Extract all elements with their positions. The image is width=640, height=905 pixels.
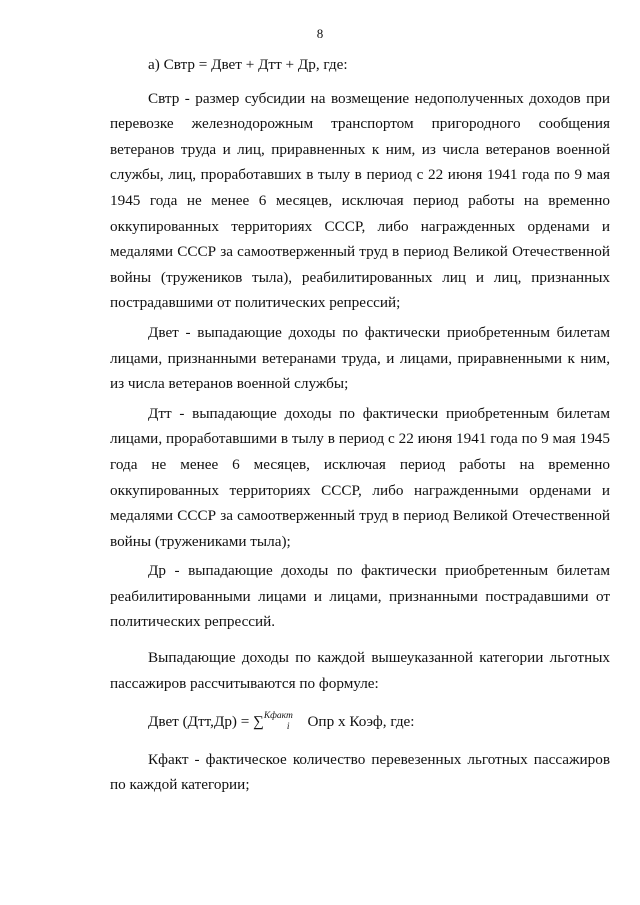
formula-b <box>110 704 610 741</box>
sum-lower-index: i <box>286 722 290 733</box>
formula-a: а) Свтр = Двет + Дтт + Др, где: <box>148 56 348 73</box>
formula-rhs: Опр х Коэф, где: <box>307 713 415 731</box>
definition-kfakt: Кфакт - фактическое количество перевезенных льготных пассажиров по каждой категории; <box>110 750 610 794</box>
sum-upper-limit: Кфакт <box>263 711 293 722</box>
sum-symbol: ∑ <box>253 714 264 731</box>
formula-intro: Выпадающие доходы по каждой вышеуказанной категории льготных пассажиров рассчитываются по формуле: <box>110 649 610 692</box>
definition-svtr: Свтр - размер субсидии на возмещение недополученных доходов при перевозке железнодорожным транспортом пригородного сообщения ветеранов труда и лиц, приравненных к ним, из числа ветеранов военной службы, лиц, проработавших в тылу в период с 22 июня 1941 года по 9 мая 1945 года не менее 6 месяцев, исключая период работы на временно оккупированных территориях СССР, либо награжденных орденами и медалями СССР за самоотверженный труд в период Великой Отечественной войны (тружеников тыла), реабилитированных лиц и лиц, признанных пострадавшими от политических репрессий; <box>110 89 610 312</box>
definition-dvet: Двет - выпадающие доходы по фактически приобретенным билетам лицами, признанными ветеранами труда, и лицами, приравненными к ним, из числа ветеранов военной службы; <box>110 323 610 393</box>
document-body <box>110 52 610 798</box>
definition-dtt: Дтт - выпадающие доходы по фактически приобретенным билетам лицами, проработавшими в тылу в период с 22 июня 1941 года по 9 мая 1945 года не менее 6 месяцев, исключая период работы на временно оккупированных территориях СССР, либо награжденными орденами и медалями СССР за самоотверженный труд в период Великой Отечественной войны (тружениками тыла); <box>110 404 610 550</box>
definition-dr: Др - выпадающие доходы по фактически приобретенным билетам реабилитированными лицами и лицами, признанными пострадавшими от политических репрессий. <box>110 562 610 631</box>
page-number: 8 <box>316 26 324 41</box>
formula-lhs: Двет (Дтт,Др) = <box>148 713 254 731</box>
